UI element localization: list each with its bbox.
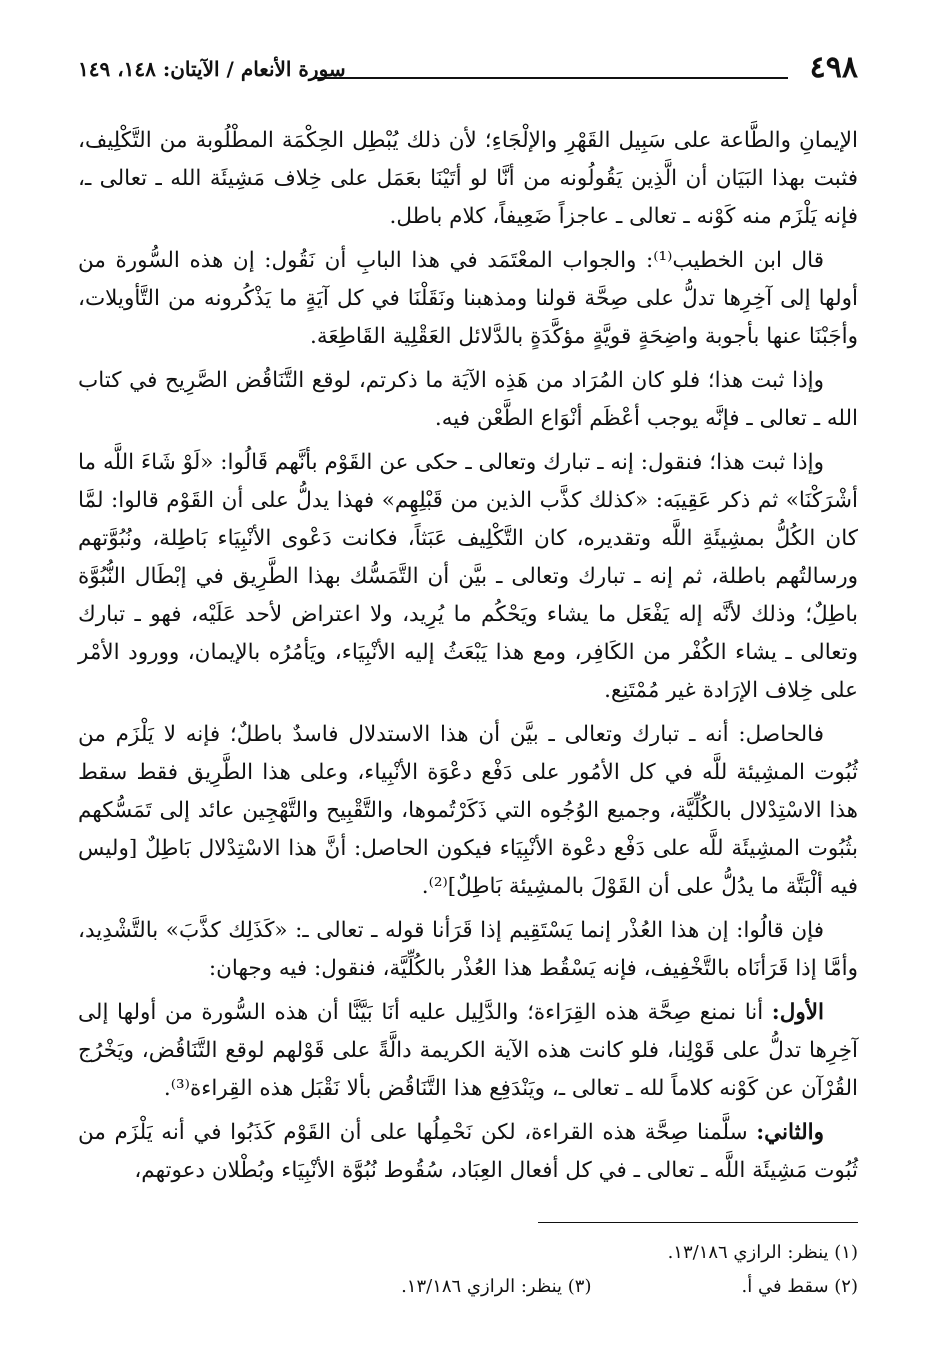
document-page xyxy=(78,40,858,1350)
paragraph-text: فالحاصل: أنه ـ تبارك وتعالى ـ بيَّن أن هذا الاستدلال فاسدٌ باطلٌ؛ فإنه لا يَلْزَم من ثُبُوت المشِيئة للَّه في كل الأمُور على دَفْع دعْوَة الأنْبِياء، وعلى هذا الطَّرِيق فقط سقط هذا الاسْتِدْلال بالكُلِّيَّة، وجميع الوُجُوه التي ذَكَرْتُموها، والتَّقْبِيح والتَّهْجِين عائد إلى تَمَسُّكهم بثُبُوت المشِيئَة للَّه على دَفْع دعْوة الأنْبِيَاء فيكون الحاصل: أنَّ هذا الاسْتِدْلال بَاطِلٌ [وليس فيه ألْبَتَّة ما يدُلُّ على أن القَوْلَ بالمشِيئة بَاطِلٌ]⁽²⁾. xyxy=(78,722,858,899)
paragraph-lead: والثاني: xyxy=(756,1120,824,1145)
footnote-3: (٣) ينظر: الرازي ١٣/١٨٦. xyxy=(401,1276,592,1297)
paragraph-text: وإذا ثبت هذا؛ فلو كان المُرَاد من هَذِه الآيَة ما ذكرتم، لوقع التَّنَاقُض الصَّرِيح في كتاب الله ـ تعالى ـ فإنَّه يوجب أعْظَم أنْوَاع الطَّعْن فيه. xyxy=(78,368,858,431)
paragraph-text: الإيمانِ والطَّاعة على سَبِيل القَهْرِ والإلْجَاءِ؛ لأن ذلك يُبْطِل الحِكْمَة المطْلُوبة من التَّكْلِيف، فثبت بهذا البَيَان أن الَّذِين يَقُولُونه من أنَّا لو أتَيْنَا بعَمَل على خِلاف مَشِيئَة الله ـ تعالى ـ، فإنه يَلْزَم منه كَوْنه ـ تعالى ـ عاجزاً ضَعِيفاً، كلام باطل. xyxy=(78,128,858,229)
paragraph-8 xyxy=(78,1114,858,1190)
paragraph-text: أنا نمنع صِحَّة هذه القِرَاءة؛ والدَّلِيل عليه أنَا بَيَّنَّا أن هذه السُّورة من أولها إلى آخِرِها تدلُّ على قَوْلِنا، فلو كانت هذه الآية الكريمة دالَّةً على قَوْلهم لوقع التَّنَاقُض، ويَخْرُج القُرْآن عن كَوْنه كلاماً لله ـ تعالى ـ، ويَنْدَفِع هذا التَّنَاقُض بألا نَقْبَل هذه القِراءة⁽³⁾. xyxy=(78,1000,858,1101)
footnote-1: (١) ينظر: الرازي ١٣/١٨٦. xyxy=(667,1242,858,1263)
paragraph-1 xyxy=(78,122,858,236)
paragraph-6 xyxy=(78,912,858,988)
paragraph-2 xyxy=(78,242,858,356)
paragraph-text: قال ابن الخطيب⁽¹⁾: والجواب المعْتَمَد في هذا البابِ أن نَقُول: إن هذه السُّورة من أولها إلى آخِرِها تدلُّ على صِحَّة قولنا ومذهبنا ونَقَلْنَا في كل آيَةٍ ما يَذْكُرونه من التَّأويلات، وأجَبْنَا عنها بأجوبة واضِحَةٍ قويَّةٍ مؤكَّدَةٍ بالدَّلائل العَقْلِية القَاطِعَة. xyxy=(78,248,858,349)
paragraph-lead: الأول: xyxy=(771,1000,824,1025)
paragraph-text: وإذا ثبت هذا؛ فنقول: إنه ـ تبارك وتعالى ـ حكى عن القَوْم بأنَّهم قَالُوا: «لَوْ شَاءَ اللَّه ما أشْرَكْنَا» ثم ذكر عَقِيبَه: «كذلك كذَّب الذين من قَبْلِهِم» فهذا يدلُّ على أن القَوْم قالوا: لمَّا كان الكُلُّ بمشِيئَةِ اللَّه وتقديره، كان التَّكْلِيف عَبَثاً، فكانت دَعْوى الأنْبِيَاء بَاطِلة، ونُبُوَّتهم ورسالتُهم باطلة، ثم إنه ـ تبارك وتعالى ـ بيَّن أن التَّمَسُّك بهذا الطَّرِيق في إبْطَال النُّبُوَّة باطِلٌ؛ وذلك لأنَّه إله يَفْعَل ما يشاء ويَحْكُم ما يُرِيد، ولا اعتراض لأحد عَلَيْه، فهو ـ تبارك وتعالى ـ يشاء الكُفْر من الكَافِر، ومع هذا يَبْعَثُ إليه الأنْبِيَاء، ويَأمُرُه بالإيمان، وورود الأمْر على خِلاف الإرَادة غير مُمْتَنِع. xyxy=(78,450,858,703)
footnote-rule xyxy=(538,1222,858,1223)
paragraph-7 xyxy=(78,994,858,1108)
footnote-2: (٢) سقط في أ. xyxy=(741,1276,858,1297)
paragraph-text: فإن قالُوا: إن هذا العُذْر إنما يَسْتَقِيم إذا قَرَأنا قوله ـ تعالى ـ: «كَذَلِك كذَّبَ» بالتَّشْدِيد، وأمَّا إذا قَرَأنَاه بالتَّخْفِيف، فإنه يَسْقُط هذا العُذْر بالكُلِّيَّة، فنقول: فيه وجهان: xyxy=(78,918,858,981)
surah-title: سورة الأنعام / الآيتان: ١٤٨، ١٤٩ xyxy=(78,57,346,81)
header-rule xyxy=(313,77,788,79)
paragraph-text: سلَّمنا صِحَّة هذه القراءة، لكن نَحْمِلُها على أن القَوْم كَذَبُوا في أنه يَلْزَم من ثُبُوت مَشِيئَة اللَّه ـ تعالى ـ في كل أفعال العِبَاد، سُقُوط نُبُوَّة الأنْبِيَاء وبُطْلان دعوتهم، xyxy=(78,1120,858,1183)
page-number: ٤٩٨ xyxy=(809,50,858,85)
page-header xyxy=(78,50,858,90)
paragraph-4 xyxy=(78,444,858,710)
footnotes xyxy=(78,1236,858,1304)
paragraph-5 xyxy=(78,716,858,906)
paragraph-3 xyxy=(78,362,858,438)
body-text xyxy=(78,122,858,1196)
